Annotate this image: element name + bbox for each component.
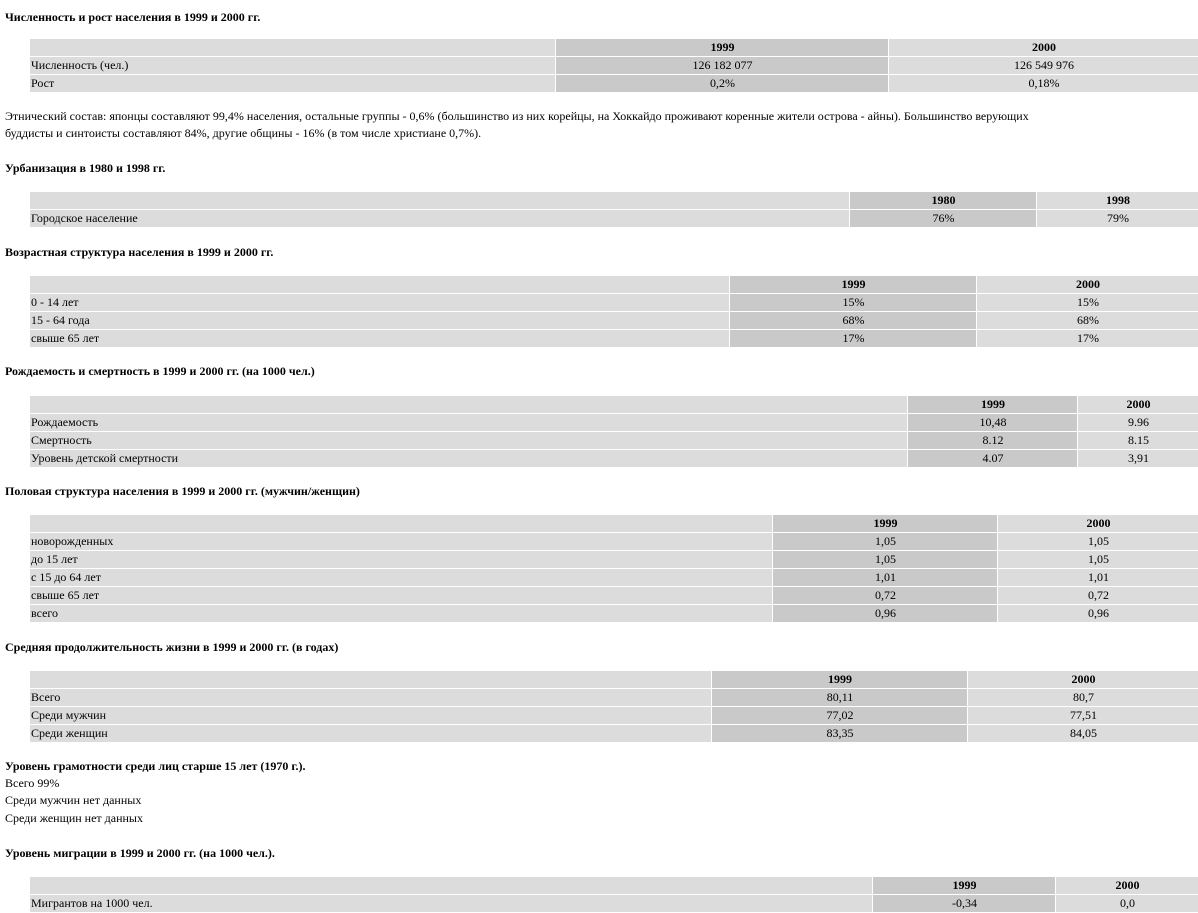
table-header-row xyxy=(30,396,1198,414)
value-cell: 15% xyxy=(976,294,1198,312)
table-row xyxy=(30,330,1198,348)
value-cell: 0,72 xyxy=(997,587,1198,605)
table-header-row xyxy=(30,39,1198,57)
year-header: 2000 xyxy=(888,39,1198,57)
ethnic-paragraph xyxy=(5,108,1198,142)
header-label-cell xyxy=(30,276,729,294)
value-cell: 3,91 xyxy=(1077,450,1198,468)
row-label: Рождаемость xyxy=(30,414,907,432)
migration-table xyxy=(30,877,1198,913)
row-label: свыше 65 лет xyxy=(30,330,729,348)
table-row xyxy=(30,210,1198,228)
header-label-cell xyxy=(30,396,907,414)
year-header: 2000 xyxy=(976,276,1198,294)
life-heading: Средняя продолжительность жизни в 1999 и 2000 гг. (в годах) xyxy=(5,640,339,654)
value-cell: 0,0 xyxy=(1055,895,1198,913)
sex-heading: Половая структура населения в 1999 и 2000 гг. (мужчин/женщин) xyxy=(5,484,360,498)
urbanization-heading: Урбанизация в 1980 и 1998 гг. xyxy=(5,161,166,175)
value-cell: 1,05 xyxy=(997,551,1198,569)
row-label: Численность (чел.) xyxy=(30,57,555,75)
value-cell: 79% xyxy=(1036,210,1198,228)
header-label-cell xyxy=(30,671,711,689)
sex-table xyxy=(30,515,1198,623)
value-cell: 68% xyxy=(976,312,1198,330)
value-cell: 9.96 xyxy=(1077,414,1198,432)
value-cell: 80,11 xyxy=(711,689,967,707)
value-cell: 126 182 077 xyxy=(555,57,888,75)
row-label: всего xyxy=(30,605,772,623)
row-label: новорожденных xyxy=(30,533,772,551)
value-cell: 0,18% xyxy=(888,75,1198,93)
table-header-row xyxy=(30,877,1198,895)
year-header: 1980 xyxy=(849,192,1036,210)
table-header-row xyxy=(30,276,1198,294)
literacy-heading: Уровень грамотности среди лиц старше 15 лет (1970 г.). xyxy=(5,759,306,773)
table-row xyxy=(30,689,1198,707)
population-table xyxy=(30,39,1198,93)
value-cell: 0,96 xyxy=(997,605,1198,623)
births-table xyxy=(30,396,1198,468)
year-header: 1999 xyxy=(772,515,997,533)
value-cell: 1,05 xyxy=(772,551,997,569)
value-cell: 0,2% xyxy=(555,75,888,93)
value-cell: 4.07 xyxy=(907,450,1077,468)
migration-heading: Уровень миграции в 1999 и 2000 гг. (на 1000 чел.). xyxy=(5,846,275,860)
row-label: Городское население xyxy=(30,210,849,228)
age-heading: Возрастная структура населения в 1999 и 2000 гг. xyxy=(5,245,274,259)
literacy-total: Всего 99% xyxy=(5,776,60,790)
year-header: 2000 xyxy=(1077,396,1198,414)
row-label: Смертность xyxy=(30,432,907,450)
year-header: 2000 xyxy=(967,671,1198,689)
table-row xyxy=(30,569,1198,587)
table-row xyxy=(30,57,1198,75)
year-header: 1999 xyxy=(729,276,976,294)
value-cell: 80,7 xyxy=(967,689,1198,707)
urbanization-table xyxy=(30,192,1198,228)
literacy-women: Среди женщин нет данных xyxy=(5,811,143,825)
header-label-cell xyxy=(30,877,872,895)
table-row xyxy=(30,895,1198,913)
value-cell: 76% xyxy=(849,210,1036,228)
value-cell: 1,05 xyxy=(772,533,997,551)
row-label: 0 - 14 лет xyxy=(30,294,729,312)
table-row xyxy=(30,312,1198,330)
population-heading: Численность и рост населения в 1999 и 2000 гг. xyxy=(5,10,261,24)
value-cell: 1,01 xyxy=(772,569,997,587)
year-header: 1998 xyxy=(1036,192,1198,210)
row-label: с 15 до 64 лет xyxy=(30,569,772,587)
value-cell: 0,72 xyxy=(772,587,997,605)
table-row xyxy=(30,605,1198,623)
row-label: до 15 лет xyxy=(30,551,772,569)
value-cell: 77,02 xyxy=(711,707,967,725)
year-header: 2000 xyxy=(1055,877,1198,895)
row-label: Среди мужчин xyxy=(30,707,711,725)
value-cell: 10,48 xyxy=(907,414,1077,432)
row-label: Среди женщин xyxy=(30,725,711,743)
value-cell: 17% xyxy=(976,330,1198,348)
value-cell: 8.15 xyxy=(1077,432,1198,450)
table-row xyxy=(30,533,1198,551)
value-cell: 17% xyxy=(729,330,976,348)
header-label-cell xyxy=(30,515,772,533)
value-cell: 15% xyxy=(729,294,976,312)
header-label-cell xyxy=(30,39,555,57)
table-row xyxy=(30,725,1198,743)
literacy-men: Среди мужчин нет данных xyxy=(5,793,142,807)
age-table xyxy=(30,276,1198,348)
table-row xyxy=(30,75,1198,93)
value-cell: 8.12 xyxy=(907,432,1077,450)
header-label-cell xyxy=(30,192,849,210)
value-cell: -0,34 xyxy=(872,895,1055,913)
year-header: 1999 xyxy=(907,396,1077,414)
table-row xyxy=(30,432,1198,450)
table-header-row xyxy=(30,192,1198,210)
value-cell: 77,51 xyxy=(967,707,1198,725)
table-row xyxy=(30,551,1198,569)
table-row xyxy=(30,450,1198,468)
value-cell: 1,01 xyxy=(997,569,1198,587)
births-heading: Рождаемость и смертность в 1999 и 2000 гг. (на 1000 чел.) xyxy=(5,364,315,378)
year-header: 2000 xyxy=(997,515,1198,533)
ethnic-line-1: Этнический состав: японцы составляют 99,4% населения, остальные группы - 0,6% (большинство из них корейцы, на Хоккайдо проживают коренные жители острова - айны). Большинство верующих xyxy=(5,109,1029,123)
value-cell: 68% xyxy=(729,312,976,330)
row-label: Всего xyxy=(30,689,711,707)
table-row xyxy=(30,414,1198,432)
value-cell: 126 549 976 xyxy=(888,57,1198,75)
value-cell: 0,96 xyxy=(772,605,997,623)
life-table xyxy=(30,671,1198,743)
row-label: Мигрантов на 1000 чел. xyxy=(30,895,872,913)
row-label: свыше 65 лет xyxy=(30,587,772,605)
table-row xyxy=(30,587,1198,605)
value-cell: 84,05 xyxy=(967,725,1198,743)
table-header-row xyxy=(30,671,1198,689)
table-row xyxy=(30,294,1198,312)
value-cell: 83,35 xyxy=(711,725,967,743)
row-label: Рост xyxy=(30,75,555,93)
year-header: 1999 xyxy=(872,877,1055,895)
ethnic-line-2: буддисты и синтоисты составляют 84%, другие общины - 16% (в том числе христиане 0,7%). xyxy=(5,126,482,140)
value-cell: 1,05 xyxy=(997,533,1198,551)
table-row xyxy=(30,707,1198,725)
table-header-row xyxy=(30,515,1198,533)
year-header: 1999 xyxy=(711,671,967,689)
row-label: 15 - 64 года xyxy=(30,312,729,330)
row-label: Уровень детской смертности xyxy=(30,450,907,468)
year-header: 1999 xyxy=(555,39,888,57)
